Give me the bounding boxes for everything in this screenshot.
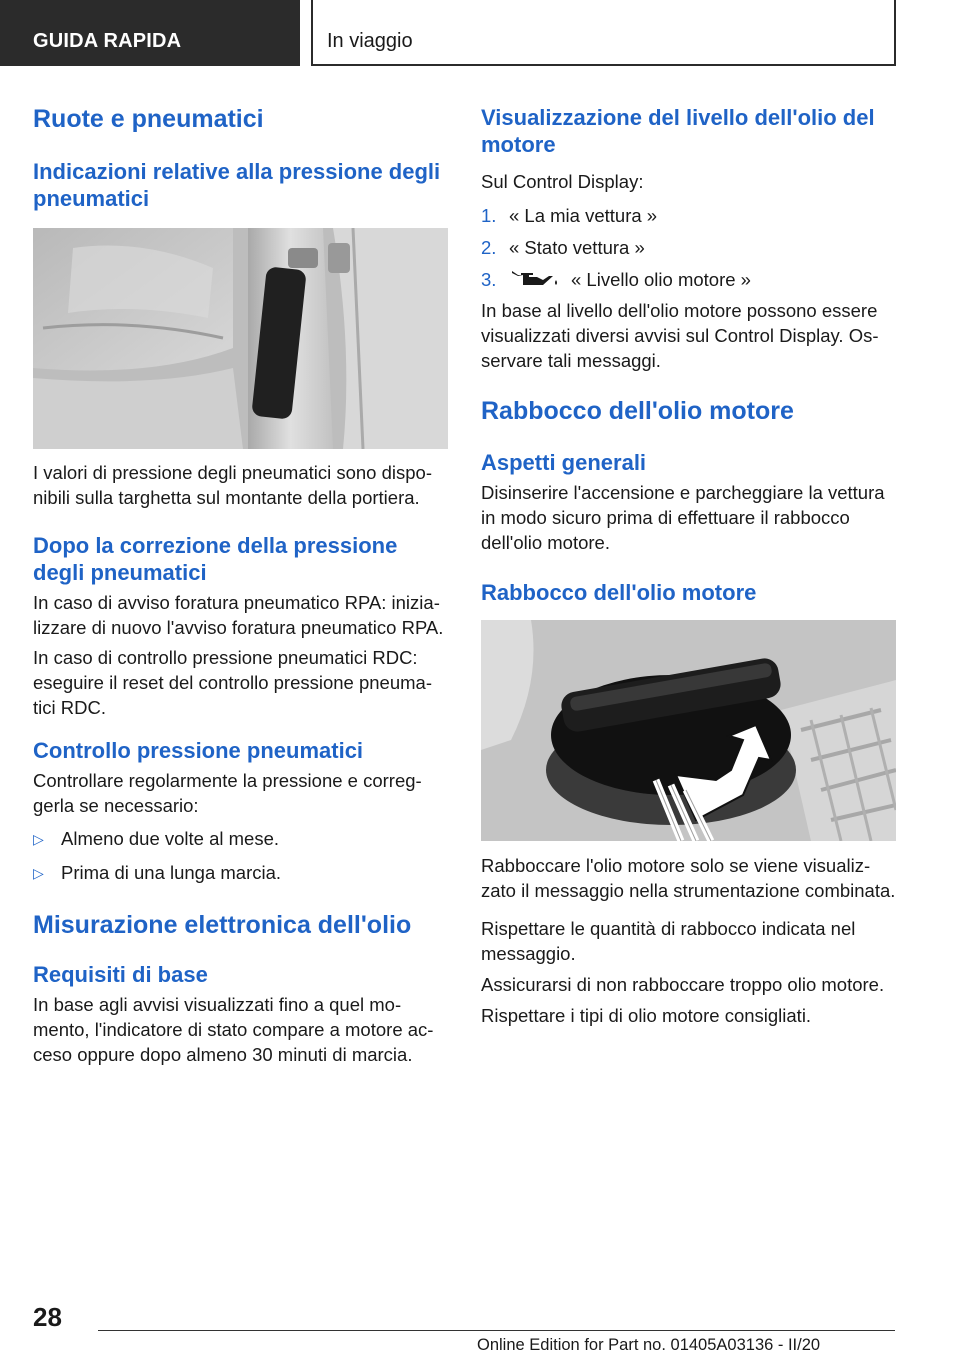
heading-check-pressure: Controllo pressione pneumatici <box>33 738 364 763</box>
section-title: GUIDA RAPIDA <box>33 30 182 52</box>
heading-topup: Rabbocco dell'olio motore <box>481 580 757 605</box>
control-display-text: Sul Control Display: <box>481 171 644 192</box>
left-column <box>33 98 448 1067</box>
rdc-text: In caso di controllo pressione pneumatici RDC: eseguire il reset del controllo pressione pneumatici RDC. <box>33 647 433 718</box>
check-text: Controllare regolarmente la pressione e correggerla se necessario: <box>33 770 422 816</box>
door-pillar-photo <box>33 228 448 449</box>
list-item: 2. « Stato vettura » <box>481 237 645 258</box>
heading-pressure-info: Indicazioni relative alla pressione degli pneumatici <box>33 159 441 211</box>
chapter-title: In viaggio <box>327 30 413 52</box>
heading-oil-measurement: Misurazione elettronica dell'olio <box>33 911 412 939</box>
section-tab <box>0 0 300 66</box>
heading-general: Aspetti generali <box>481 450 647 475</box>
list-item: ▷ Prima di una lunga marcia. <box>33 860 448 886</box>
triangle-bullet-icon: ▷ <box>33 865 44 881</box>
requirements-text: In base agli avvisi visualizzati fino a quel momento, l'indicatore di stato compare a motore acceso oppure dopo almeno 30 minuti di marcia. <box>33 994 434 1065</box>
heading-oil-display: Visualizzazione del livello dell'olio del motore <box>481 105 875 157</box>
right-column <box>481 98 896 1028</box>
quantities-text: Rispettare le quantità di rabbocco indicata nel messaggio. <box>481 918 856 964</box>
general-text: Disinserire l'accensione e parcheggiare la vettura in modo sicuro prima di effettuare il rabbocco dell'olio motore. <box>481 482 885 553</box>
topup-when-text: Rabboccare l'olio motore solo se viene visualizzato il messaggio nella strumentazione combinata. <box>481 855 896 901</box>
oil-types-text: Rispettare i tipi di olio motore consigliati. <box>481 1005 812 1026</box>
steps-list <box>481 203 896 292</box>
heading-requirements: Requisiti di base <box>33 962 208 987</box>
oil-can-icon <box>509 268 565 290</box>
list-item: 3. « Livello olio motore » <box>481 269 751 290</box>
pressure-values-text: I valori di pressione degli pneumatici sono disponibili sulla targhetta sul montante della portiera. <box>33 462 433 508</box>
not-overfill-text: Assicurarsi di non rabboccare troppo olio motore. <box>481 974 885 995</box>
list-item: 1. « La mia vettura » <box>481 205 658 226</box>
page-number: 28 <box>33 1302 62 1332</box>
triangle-bullet-icon: ▷ <box>33 831 44 847</box>
heading-topup-oil: Rabbocco dell'olio motore <box>481 397 794 425</box>
chapter-tab <box>311 0 896 66</box>
page-header <box>0 0 960 66</box>
heading-after-correction: Dopo la correzione della pressione degli pneumatici <box>33 533 398 585</box>
oil-messages-text: In base al livello dell'olio motore possono essere visualizzati diversi avvisi sul Control Display. Osservare tali messaggi. <box>481 300 879 371</box>
heading-wheels: Ruote e pneumatici <box>33 105 264 133</box>
oil-cap-photo <box>481 620 896 841</box>
rpa-text: In caso di avviso foratura pneumatico RPA: inizializzare di nuovo l'avviso foratura pneumatico RPA. <box>33 592 444 638</box>
footer-divider <box>98 1330 895 1331</box>
footer-edition: Online Edition for Part no. 01405A03136 - II/20 <box>477 1336 821 1354</box>
list-item: ▷ Almeno due volte al mese. <box>33 826 448 852</box>
check-bullet-list <box>33 826 448 886</box>
